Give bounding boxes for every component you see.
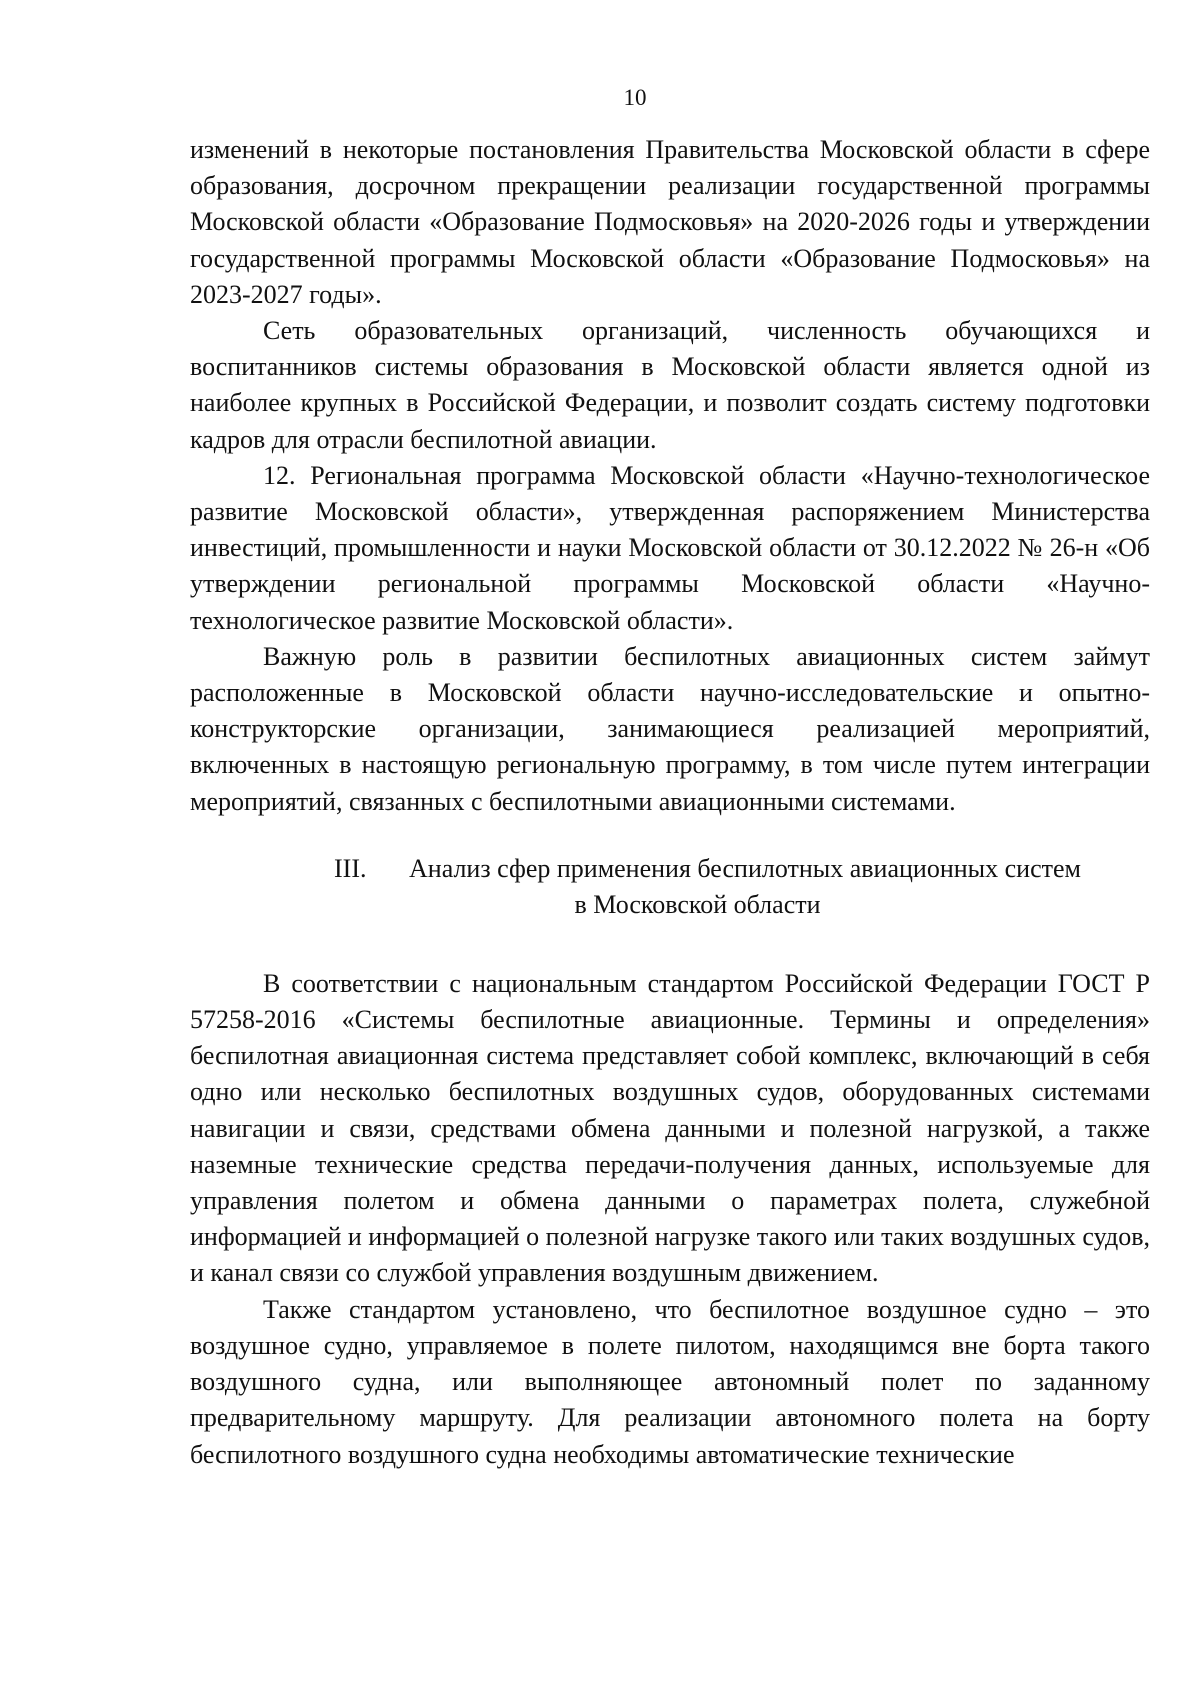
section-heading-line1 bbox=[190, 851, 1150, 887]
paragraph-uav-definition: Также стандартом установлено, что беспилотное воздушное судно – это воздушное судно, управляемое в полете пилотом, находящимся вне борта такого воздушного судна, или выполняющее автономный полет по заданному предварительному маршруту. Для реализации автономного полета на борту беспилотного воздушного судна необходимы автоматические технические bbox=[190, 1294, 1150, 1469]
section-title-line1: Анализ сфер применения беспилотных авиационных систем bbox=[409, 853, 1081, 883]
paragraph-gost-definition: В соответствии с национальным стандартом Российской Федерации ГОСТ Р 57258-2016 «Системы беспилотные авиационные. Термины и определения» беспилотная авиационная система представляет собой комплекс, включающий в себя одно или несколько беспилотных воздушных судов, оборудованных системами навигации и связи, средствами обмена данными и полезной нагрузкой, а также наземные технические средства передачи-получения данных, используемые для управления полетом и обмена данными о параметрах полета, служебной информацией и информацией о полезной нагрузке такого или таких воздушных судов, и канал связи со службой управления воздушным движением. bbox=[190, 968, 1150, 1288]
section-number: III. bbox=[334, 853, 367, 883]
paragraph-regional-program-12: 12. Региональная программа Московской области «Научно-технологическое развитие Московской области», утвержденная распоряжением Министерства инвестиций, промышленности и науки Московской области от 30.12.2022 № 26-н «Об утверждении региональной программы Московской области «Научно-технологическое развитие Московской области». bbox=[190, 460, 1150, 635]
section-heading bbox=[190, 851, 1150, 923]
paragraph-education-network: Сеть образовательных организаций, численность обучающихся и воспитанников системы образования в Московской области является одной из наиболее крупных в Российской Федерации, и позволит создать систему подготовки кадров для отрасли беспилотной авиации. bbox=[190, 316, 1150, 454]
page-number: 10 bbox=[623, 85, 647, 110]
paragraph-research-organizations: Важную роль в развитии беспилотных авиационных систем займут расположенные в Московской области научно-исследовательские и опытно-конструкторские организации, занимающиеся реализацией мероприятий, включенных в настоящую региональную программу, в том числе путем интеграции мероприятий, связанных с беспилотными авиационными системами. bbox=[190, 641, 1150, 816]
document-body bbox=[190, 132, 1150, 1473]
paragraph-continuation: изменений в некоторые постановления Правительства Московской области в сфере образования, досрочном прекращении реализации государственной программы Московской области «Образование Подмосковья» на 2020-2026 годы и утверждении государственной программы Московской области «Образование Подмосковья» на 2023-2027 годы». bbox=[190, 135, 1150, 309]
section-title-line2: в Московской области bbox=[574, 889, 821, 919]
